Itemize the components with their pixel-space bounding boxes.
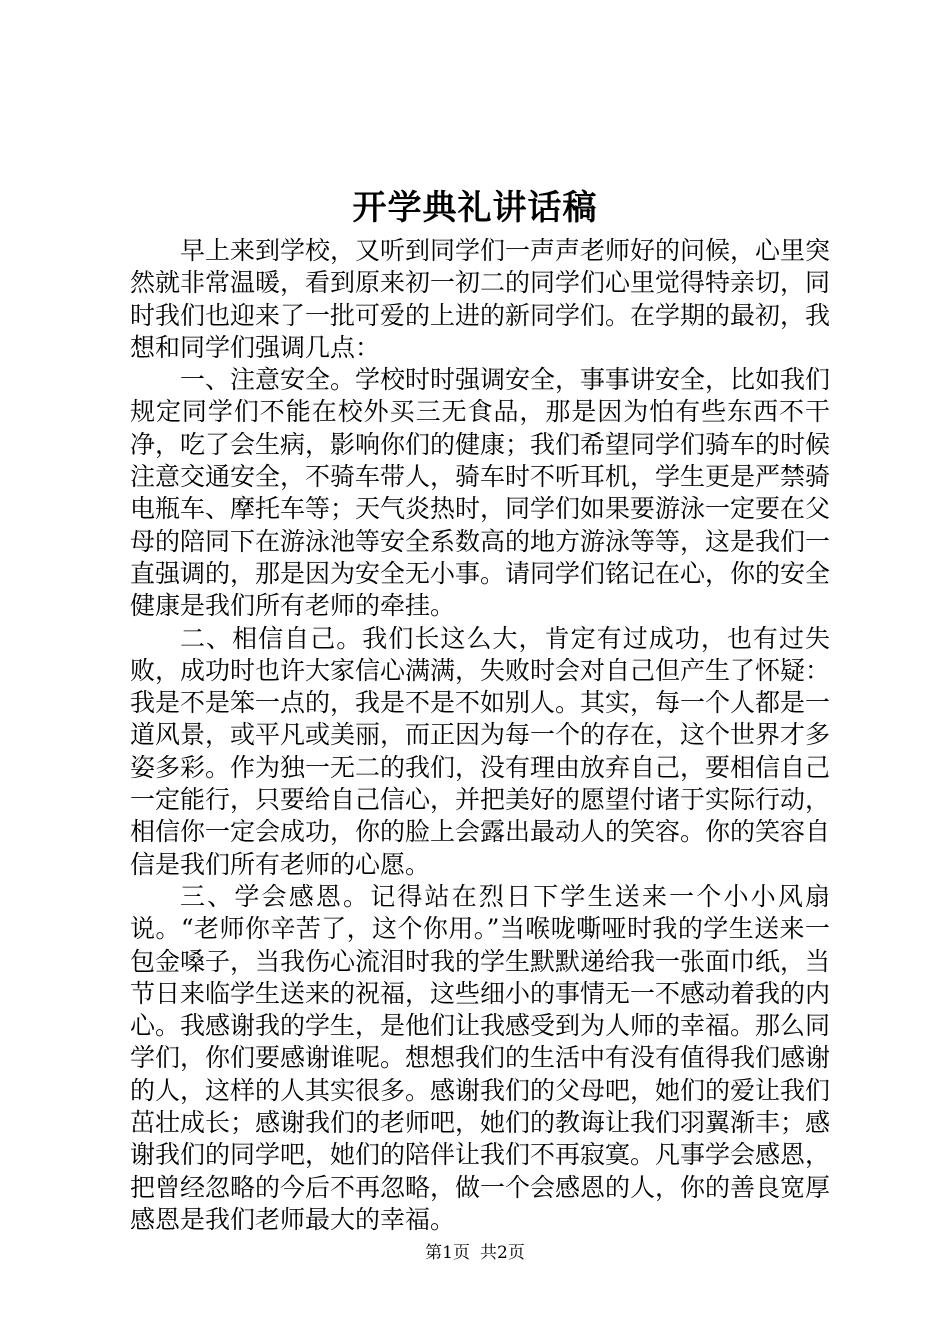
document-title: 开学典礼讲话稿 (352, 188, 598, 228)
document-body (130, 235, 830, 1236)
paragraph-safety: 一、注意安全。学校时时强调安全，事事讲安全，比如我们规定同学们不能在校外买三无食品，那是因为怕有些东西不干净，吃了会生病，影响你们的健康；我们希望同学们骑车的时候注意交通安全，不骑车带人，骑车时不听耳机，学生更是严禁骑电瓶车、摩托车等；天气炎热时，同学们如果要游泳一定要在父母的陪同下在游泳池等安全系数高的地方游泳等等，这是我们一直强调的，那是因为安全无小事。请同学们铭记在心，你的安全健康是我们所有老师的牵挂。 (130, 365, 831, 621)
page-number-total: 共2页 (480, 1243, 525, 1263)
paragraph-intro: 早上来到学校，又听到同学们一声声老师好的问候，心里突然就非常温暖，看到原来初一初二的同学们心里觉得特亲切，同时我们也迎来了一批可爱的上进的新同学们。在学期的最初，我想和同学们强调几点： (130, 236, 831, 362)
page-number-current: 第1页 (425, 1243, 470, 1263)
paragraph-gratitude: 三、学会感恩。记得站在烈日下学生送来一个小小风扇说。“老师你辛苦了，这个你用。”当喉咙嘶哑时我的学生送来一包金嗓子，当我伤心流泪时我的学生默默递给我一张面巾纸，当节日来临学生送来的祝福，这些细小的事情无一不感动着我的内心。我感谢我的学生，是他们让我感受到为人师的幸福。那么同学们，你们要感谢谁呢。想想我们的生活中有没有值得我们感谢的人，这样的人其实很多。感谢我们的父母吧，她们的爱让我们茁壮成长；感谢我们的老师吧，她们的教诲让我们羽翼渐丰；感谢我们的同学吧，她们的陪伴让我们不再寂寞。凡事学会感恩，把曾经忽略的今后不再忽略，做一个会感恩的人，你的善良宽厚感恩是我们老师最大的幸福。 (130, 881, 831, 1234)
paragraph-self-confidence: 二、相信自己。我们长这么大，肯定有过成功，也有过失败，成功时也许大家信心满满，失败时会对自己但产生了怀疑：我是不是笨一点的，我是不是不如别人。其实，每一个人都是一道风景，或平凡或美丽，而正因为每一个的存在，这个世界才多姿多彩。作为独一无二的我们，没有理由放弃自己，要相信自己一定能行，只要给自己信心，并把美好的愿望付诸于实际行动，相信你一定会成功，你的脸上会露出最动人的笑容。你的笑容自信是我们所有老师的心愿。 (130, 623, 831, 879)
page-footer (0, 1241, 950, 1265)
